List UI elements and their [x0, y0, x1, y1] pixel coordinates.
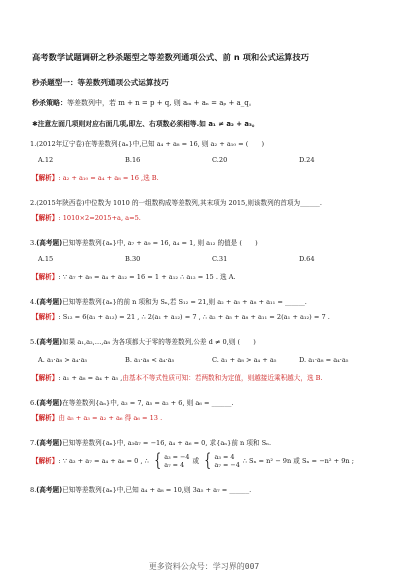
- solution-label: 【解析】: [32, 313, 59, 321]
- problem-1: 1.(2012年辽宁卷)在等差数列{aₙ}中,已知 a₄ + a₈ = 16, 则 a₂ + a₁₀ = ( ): [30, 140, 265, 148]
- solution-label: 【解析】: [32, 174, 59, 182]
- equation-system-1: [152, 452, 190, 470]
- problem-6-solution: [32, 414, 386, 423]
- problem-text: 已知等差数列{aₙ}的前 n 项和为 Sₙ,若 S₁₂ = 21,则 a₂ + a₅ + a₈ + a₁₁ = ______.: [62, 298, 307, 306]
- problem-3-solution: [32, 273, 386, 282]
- strategy-text: 等差数列中，若 m + n = p + q, 则 aₘ + aₙ = aₚ + a_q。: [67, 99, 256, 107]
- solution-label: 【解析】: [32, 456, 59, 465]
- choice-d: D.64: [299, 255, 315, 263]
- solution-label: 【解析】: [32, 374, 59, 382]
- problem-tag: (高考题): [36, 239, 63, 247]
- problem-text: 已知等差数列{aₙ}中,已知 a₄ + a₈ = 10,则 3a₅ + a₇ = ______.: [62, 486, 252, 494]
- problem-1-solution: [32, 174, 386, 183]
- problem-4-solution: [32, 313, 386, 322]
- problem-5-choices: [38, 356, 386, 364]
- problem-5: 5.(高考题)如果 a₁,a₂,…,a₈ 为各项都大于零的等差数列,公差 d ≠ 0,则 ( ): [30, 338, 256, 346]
- choice-b: B. a₁·a₈ < a₄·a₅: [125, 356, 175, 364]
- problem-tag: (高考题): [36, 439, 63, 447]
- brace-icon: {: [204, 450, 212, 471]
- brace-icon: {: [154, 450, 161, 471]
- problem-7: 7.(高考题)已知等差数列{aₙ}中, a₃a₇ = −16, a₄ + a₆ = 0, 求{aₙ}前 n 项和 Sₙ.: [30, 439, 272, 447]
- problem-tag: (高考题): [36, 486, 63, 494]
- note-line: ✱注意左面几项则对应右面几项,即左、右项数必须相等.如 a₁ ≠ a₂ + a₃。: [32, 120, 259, 128]
- equation-system-2: [202, 452, 240, 470]
- problem-8: 8.(高考题)已知等差数列{aₙ}中,已知 a₄ + a₈ = 10,则 3a₅ + a₇ = ______.: [30, 486, 252, 494]
- choice-d: D.24: [299, 156, 315, 164]
- solution-text: : ∵ a₇ + a₉ = a₄ + a₁₂ = 16 = 1 + a₁₂ ∴ a₁₂ = 15 . 选 A.: [58, 273, 236, 281]
- section-title: 秒杀题型一：等差数列通项公式运算技巧: [32, 78, 169, 87]
- problem-5-solution: [32, 374, 386, 383]
- solution-note: 由基本不等式性质可知：若两数和为定值，则越接近乘积越大，选 B.: [122, 374, 323, 382]
- system-line: a₃ = 4: [214, 453, 235, 461]
- problem-text: 已知等差数列{aₙ}中, a₃a₇ = −16, a₄ + a₆ = 0, 求{aₙ}前 n 项和 Sₙ.: [62, 439, 272, 447]
- choice-a: A.12: [38, 156, 54, 164]
- solution-text: : a₁ + a₈ = a₄ + a₅ ,: [58, 374, 123, 382]
- problem-text: 如果 a₁,a₂,…,a₈ 为各项都大于零的等差数列,公差 d ≠ 0,则 ( ): [62, 338, 256, 346]
- problem-6: 6.(高考题)在等差数列{aₙ}中, a₃ = 7, a₅ = a₂ + 6, 则 a₆ = ______.: [30, 399, 234, 407]
- system-line: a₃ = −4: [164, 453, 190, 461]
- problem-text: 在等差数列{aₙ}中, a₃ = 7, a₅ = a₂ + 6, 则 a₆ = ______.: [62, 399, 234, 407]
- solution-text: : S₁₂ = 6(a₁ + a₁₂) = 21 , ∴ 2(a₁ + a₁₂) = 7 , ∴ a₂ + a₅ + a₈ + a₁₁ = 2(a₁ + a₁₂) = 7 .: [58, 313, 330, 321]
- solution-result: ∴ Sₙ = n² − 9n 或 Sₙ = −n² + 9n ;: [242, 456, 354, 465]
- system-line: a₇ = 4: [164, 461, 185, 469]
- solution-text: 由 a₅ + a₃ = a₂ + a₆: [58, 414, 123, 422]
- system-line: a₇ = −4: [214, 461, 240, 469]
- strategy-line: [32, 98, 386, 108]
- choice-b: B.16: [125, 156, 141, 164]
- problem-2: 2.(2015年陕西卷)中位数为 1010 的一组数构成等差数列,其末项为 2015,则该数列的首项为______.: [30, 199, 322, 207]
- choice-c: C.20: [212, 156, 228, 164]
- problem-tag: (高考题): [36, 298, 63, 306]
- solution-result: 得 a₆ = 13 .: [124, 414, 163, 422]
- page-title: 高考数学试题调研之秒杀题型之等差数列通项公式、前 n 项和公式运算技巧: [32, 52, 310, 62]
- choice-c: C. a₁ + a₈ > a₄ + a₅: [212, 356, 277, 364]
- problem-4: 4.(高考题)已知等差数列{aₙ}的前 n 项和为 Sₙ,若 S₁₂ = 21,则 a₂ + a₅ + a₈ + a₁₁ = ______.: [30, 298, 307, 306]
- solution-text: : 1010×2=2015+a, a=5.: [58, 214, 141, 222]
- choice-a: A.15: [38, 255, 54, 263]
- problem-1-choices: [38, 156, 386, 164]
- problem-tag: (高考题): [36, 399, 63, 407]
- problem-3-choices: [38, 255, 386, 263]
- choice-d: D. a₁·a₈ = a₄·a₅: [299, 356, 349, 364]
- solution-label: 【解析】: [32, 414, 59, 422]
- problem-7-solution: 【解析】 : ∵ a₃ + a₇ = a₄ + a₆ = 0 , ∴ { a₃ = −4 a₇ = 4 或 { a₃ = 4 a₇ = −4 ∴ Sₙ = n² − 9n 或 Sₙ = −n² + 9n ;: [32, 450, 354, 471]
- strategy-label: 秒杀策略：: [32, 99, 67, 107]
- solution-text: : a₂ + a₁₀ = a₄ + a₈ = 16 ,选 B.: [58, 174, 159, 182]
- solution-label: 【解析】: [32, 273, 59, 281]
- problem-tag: (高考题): [36, 338, 63, 346]
- solution-text: : ∵ a₃ + a₇ = a₄ + a₆ = 0 , ∴: [58, 456, 149, 465]
- choice-b: B.30: [125, 255, 141, 263]
- choice-c: C.31: [212, 255, 228, 263]
- problem-2-solution: [32, 214, 386, 223]
- solution-label: 【解析】: [32, 214, 59, 222]
- problem-text: 已知等差数列{aₙ}中, a₇ + a₉ = 16, a₄ = 1, 则 a₁₂ 的值是 ( ): [62, 239, 258, 247]
- choice-a: A. a₁·a₈ > a₄·a₅: [38, 356, 88, 364]
- footer-text: 更多资料公众号：学习界的007: [148, 562, 260, 571]
- problem-3: 3.(高考题)已知等差数列{aₙ}中, a₇ + a₉ = 16, a₄ = 1, 则 a₁₂ 的值是 ( ): [30, 239, 258, 247]
